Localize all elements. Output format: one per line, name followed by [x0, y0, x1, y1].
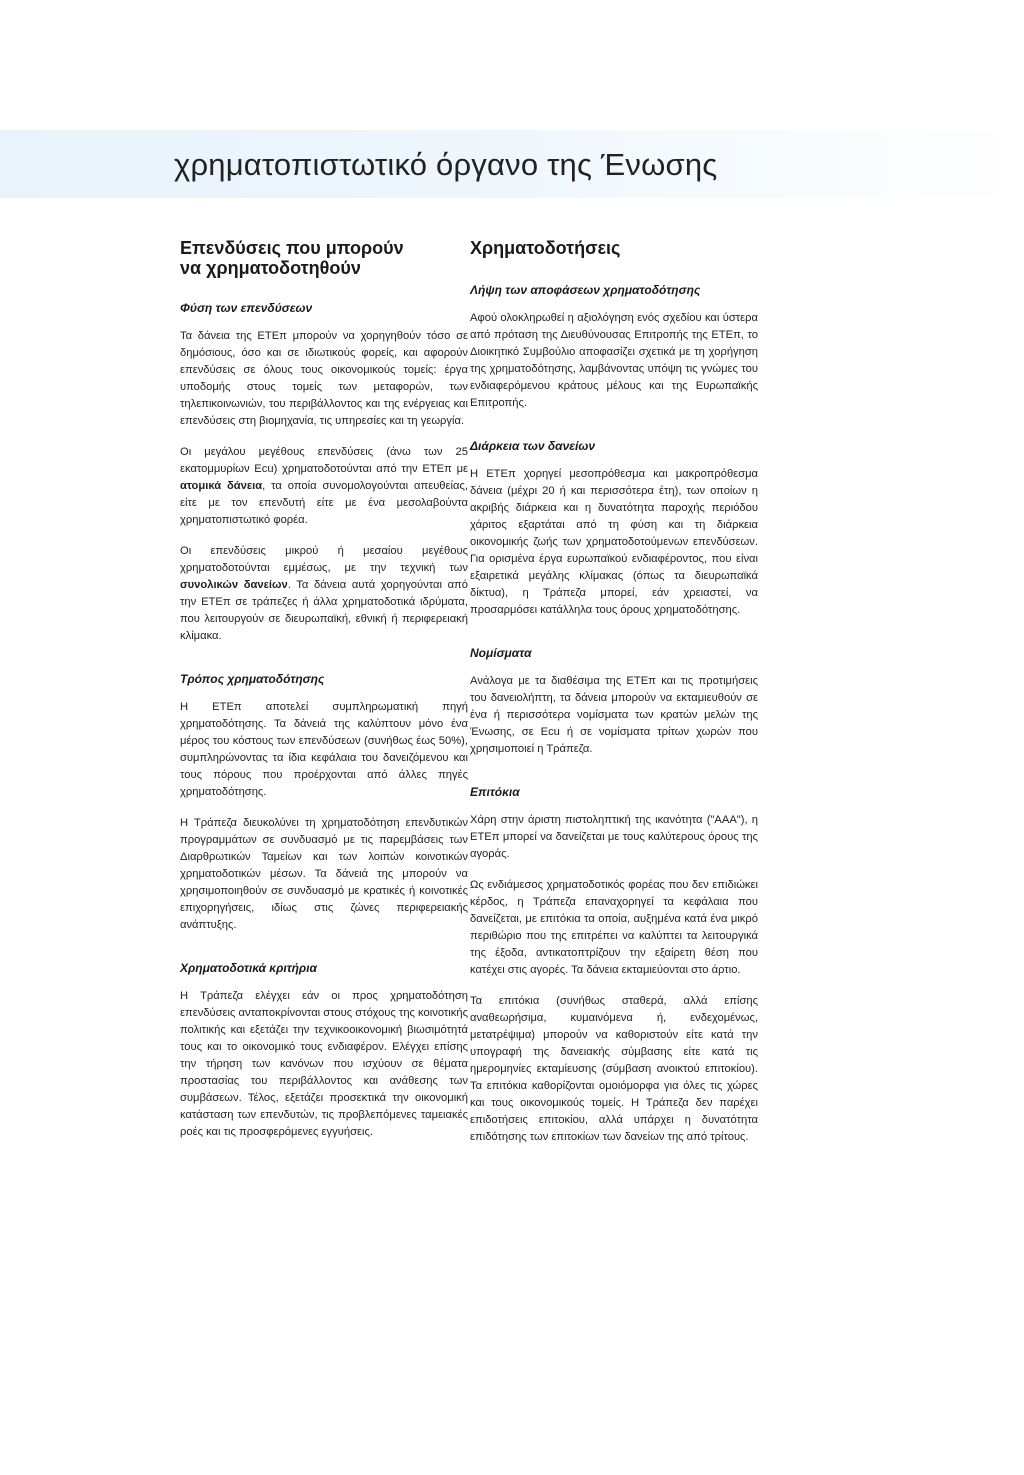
paragraph-method-2: Η Τράπεζα διευκολύνει τη χρηματοδότηση επενδυτικών προγραμμάτων σε συνδυασμό με τις παρεμβάσεις των Διαρθρωτικών Ταμείων και των λοιπών κοινοτικών χρηματοδοτικών μέσων. Τα δάνειά της μπορούν να χρησιμοποιηθούν σε συνδυασμό με κρατικές ή κοινοτικές επιχορηγήσεις, ιδίως στις ζώνες περιφερειακής ανάπτυξης.	[180, 817, 468, 931]
section-title-financing: Χρηματοδοτήσεις	[470, 238, 621, 258]
text-run: Οι επενδύσεις μικρού ή μεσαίου μεγέθους χρηματοδοτούνται εμμέσως, με την τεχνική των	[180, 545, 468, 574]
paragraph-interest-3: Τα επιτόκια (συνήθως σταθερά, αλλά επίσης αναθεωρήσιμα, κυμαινόμενα ή, ενδεχομένως, μετατρέψιμα) μπορούν να καθοριστούν είτε κατά την υπογραφή της δανειακής σύμβασης είτε κατά τις ημερομηνίες εκταμίευσης (σύμβαση ανοικτού επιτοκίου). Τα επιτόκια καθορίζονται ομοιόμορφα για όλες τις χώρες και τους οικονομικούς τομείς. Η Τράπεζα δεν παρέχει επιδοτήσεις επιτοκίου, αλλά υπάρχει η δυνατότητα επιδότησης των επιτοκίων των δανείων της από τρίτους.	[470, 995, 758, 1143]
subheading-nature: Φύση των επενδύσεων	[180, 301, 313, 315]
subheading-currencies: Νομίσματα	[470, 646, 532, 660]
paragraph-nature-3	[180, 543, 468, 645]
page-title: χρηματοπιστωτικό όργανο της Ένωσης	[174, 147, 718, 182]
bold-term-individual-loans: ατομικά δάνεια	[180, 480, 263, 492]
right-column	[470, 238, 758, 1160]
subheading-decisions: Λήψη των αποφάσεων χρηματοδότησης	[470, 283, 701, 297]
paragraph-interest-1: Χάρη στην άριστη πιστοληπτική της ικανότητα ("ΑΑΑ"), η ΕΤΕπ μπορεί να δανείζεται με τους καλύτερους όρους της αγοράς.	[470, 814, 758, 860]
paragraph-interest-2: Ως ενδιάμεσος χρηματοδοτικός φορέας που δεν επιδιώκει κέρδος, η Τράπεζα επαναχορηγεί τα κεφάλαια που δανείζεται, με επιτόκια τα οποία, αυξημένα κατά ένα μικρό περιθώριο που της επιτρέπει να καλύπτει τα λειτουργικά της έξοδα, αντικατοπτρίζουν την εξαίρετη θέση που κατέχει στις αγορές. Τα δάνεια εκταμιεύονται στο άρτιο.	[470, 879, 758, 976]
subheading-method: Τρόπος χρηματοδότησης	[180, 672, 325, 686]
paragraph-currencies-1: Ανάλογα με τα διαθέσιμα της ΕΤΕπ και τις προτιμήσεις του δανειολήπτη, τα δάνεια μπορούν να εκταμιευθούν σε ένα ή περισσότερα νομίσματα των κρατών μελών της Ένωσης, σε Ecu ή σε νομίσματα τρίτων χωρών που χρησιμοποιεί η Τράπεζα.	[470, 675, 758, 755]
paragraph-decisions-1: Αφού ολοκληρωθεί η αξιολόγηση ενός σχεδίου και ύστερα από πρόταση της Διευθύνουσας Επιτροπής της ΕΤΕπ, το Διοικητικό Συμβούλιο αποφασίζει σχετικά με τη χορήγηση της χρηματοδότησης, λαμβάνοντας υπόψη τις γνώμες του ενδιαφερόμενου κράτους μέλους και της Ευρωπαϊκής Επιτροπής.	[470, 312, 758, 409]
section-title-investments	[180, 238, 468, 278]
subheading-criteria: Χρηματοδοτικά κριτήρια	[180, 961, 317, 975]
paragraph-nature-1: Τα δάνεια της ΕΤΕπ μπορούν να χορηγηθούν τόσο σε δημόσιους, όσο και σε ιδιωτικούς φορείς, και αφορούν επενδύσεις σε όλους τους οικονομικούς τομείς: έργα υποδομής στους τομείς των μεταφορών, των τηλεπικοινωνιών, του περιβάλλοντος και της ενέργειας και επενδύσεις στη βιομηχανία, τις υπηρεσίες και τη γεωργία.	[180, 330, 468, 427]
paragraph-criteria-1: Η Τράπεζα ελέγχει εάν οι προς χρηματοδότηση επενδύσεις ανταποκρίνονται στους στόχους της κοινοτικής πολιτικής και εξετάζει την τεχνικοοικονομική βιωσιμότητά τους και το οικονομικό τους ενδιαφέρον. Ελέγχει επίσης την τήρηση των κανόνων που ισχύουν σε θέματα προστασίας του περιβάλλοντος και ανάθεσης των συμβάσεων. Τέλος, εξετάζει προσεκτικά την οικονομική κατάσταση των επενδυτών, τις προβλεπόμενες ταμειακές ροές και τις προσφερόμενες εγγυήσεις.	[180, 990, 468, 1138]
subheading-duration: Διάρκεια των δανείων	[470, 439, 596, 453]
text-run: , τα οποία συνομολογούνται απευθείας, είτε με τον επενδυτή είτε με ένα μεσολαβούντα χρηματοπιστωτικό φορέα.	[180, 480, 468, 526]
bold-term-global-loans: συνολικών δανείων	[180, 579, 288, 591]
paragraph-method-1: Η ΕΤΕπ αποτελεί συμπληρωματική πηγή χρηματοδότησης. Τα δάνειά της καλύπτουν μόνο ένα μέρος του κόστους των επενδύσεων (συνήθως έως 50%), συμπληρώνοντας τα ίδια κεφάλαια του δανειζόμενου και τους πόρους που προέρχονται από άλλες πηγές χρηματοδότησης.	[180, 701, 468, 798]
section-title-line1: Επενδύσεις που μπορούν	[180, 238, 404, 258]
section-title-line2: να χρηματοδοτηθούν	[180, 258, 361, 278]
left-column	[180, 238, 468, 1155]
text-run: Οι μεγάλου μεγέθους επενδύσεις (άνω των 25 εκατομμυρίων Ecu) χρηματοδοτούνται από την ΕΤΕπ με	[180, 446, 468, 475]
text-run: . Τα δάνεια αυτά χορηγούνται από την ΕΤΕπ σε τράπεζες ή άλλα χρηματοδοτικά ιδρύματα, που λειτουργούν σε διευρωπαϊκή, εθνική ή περιφερειακή κλίμακα.	[180, 579, 468, 642]
paragraph-duration-1: Η ΕΤΕπ χορηγεί μεσοπρόθεσμα και μακροπρόθεσμα δάνεια (μέχρι 20 ή και περισσότερα έτη), των οποίων η ακριβής διάρκεια και η δυνατότητα παροχής περιόδου χάριτος εξαρτάται από τη φύση και τη διάρκεια οικονομικής ζωής των χρηματοδοτούμενων επενδύσεων. Για ορισμένα έργα ευρωπαϊκού ενδιαφέροντος, που είναι εξαιρετικά μεγάλης κλίμακας (όπως τα διευρωπαϊκά δίκτυα), η Τράπεζα μπορεί, εάν χρειαστεί, να προσαρμόσει κατάλληλα τους όρους χρηματοδότησης.	[470, 468, 758, 616]
subheading-interest: Επιτόκια	[470, 785, 520, 799]
paragraph-nature-2	[180, 444, 468, 529]
